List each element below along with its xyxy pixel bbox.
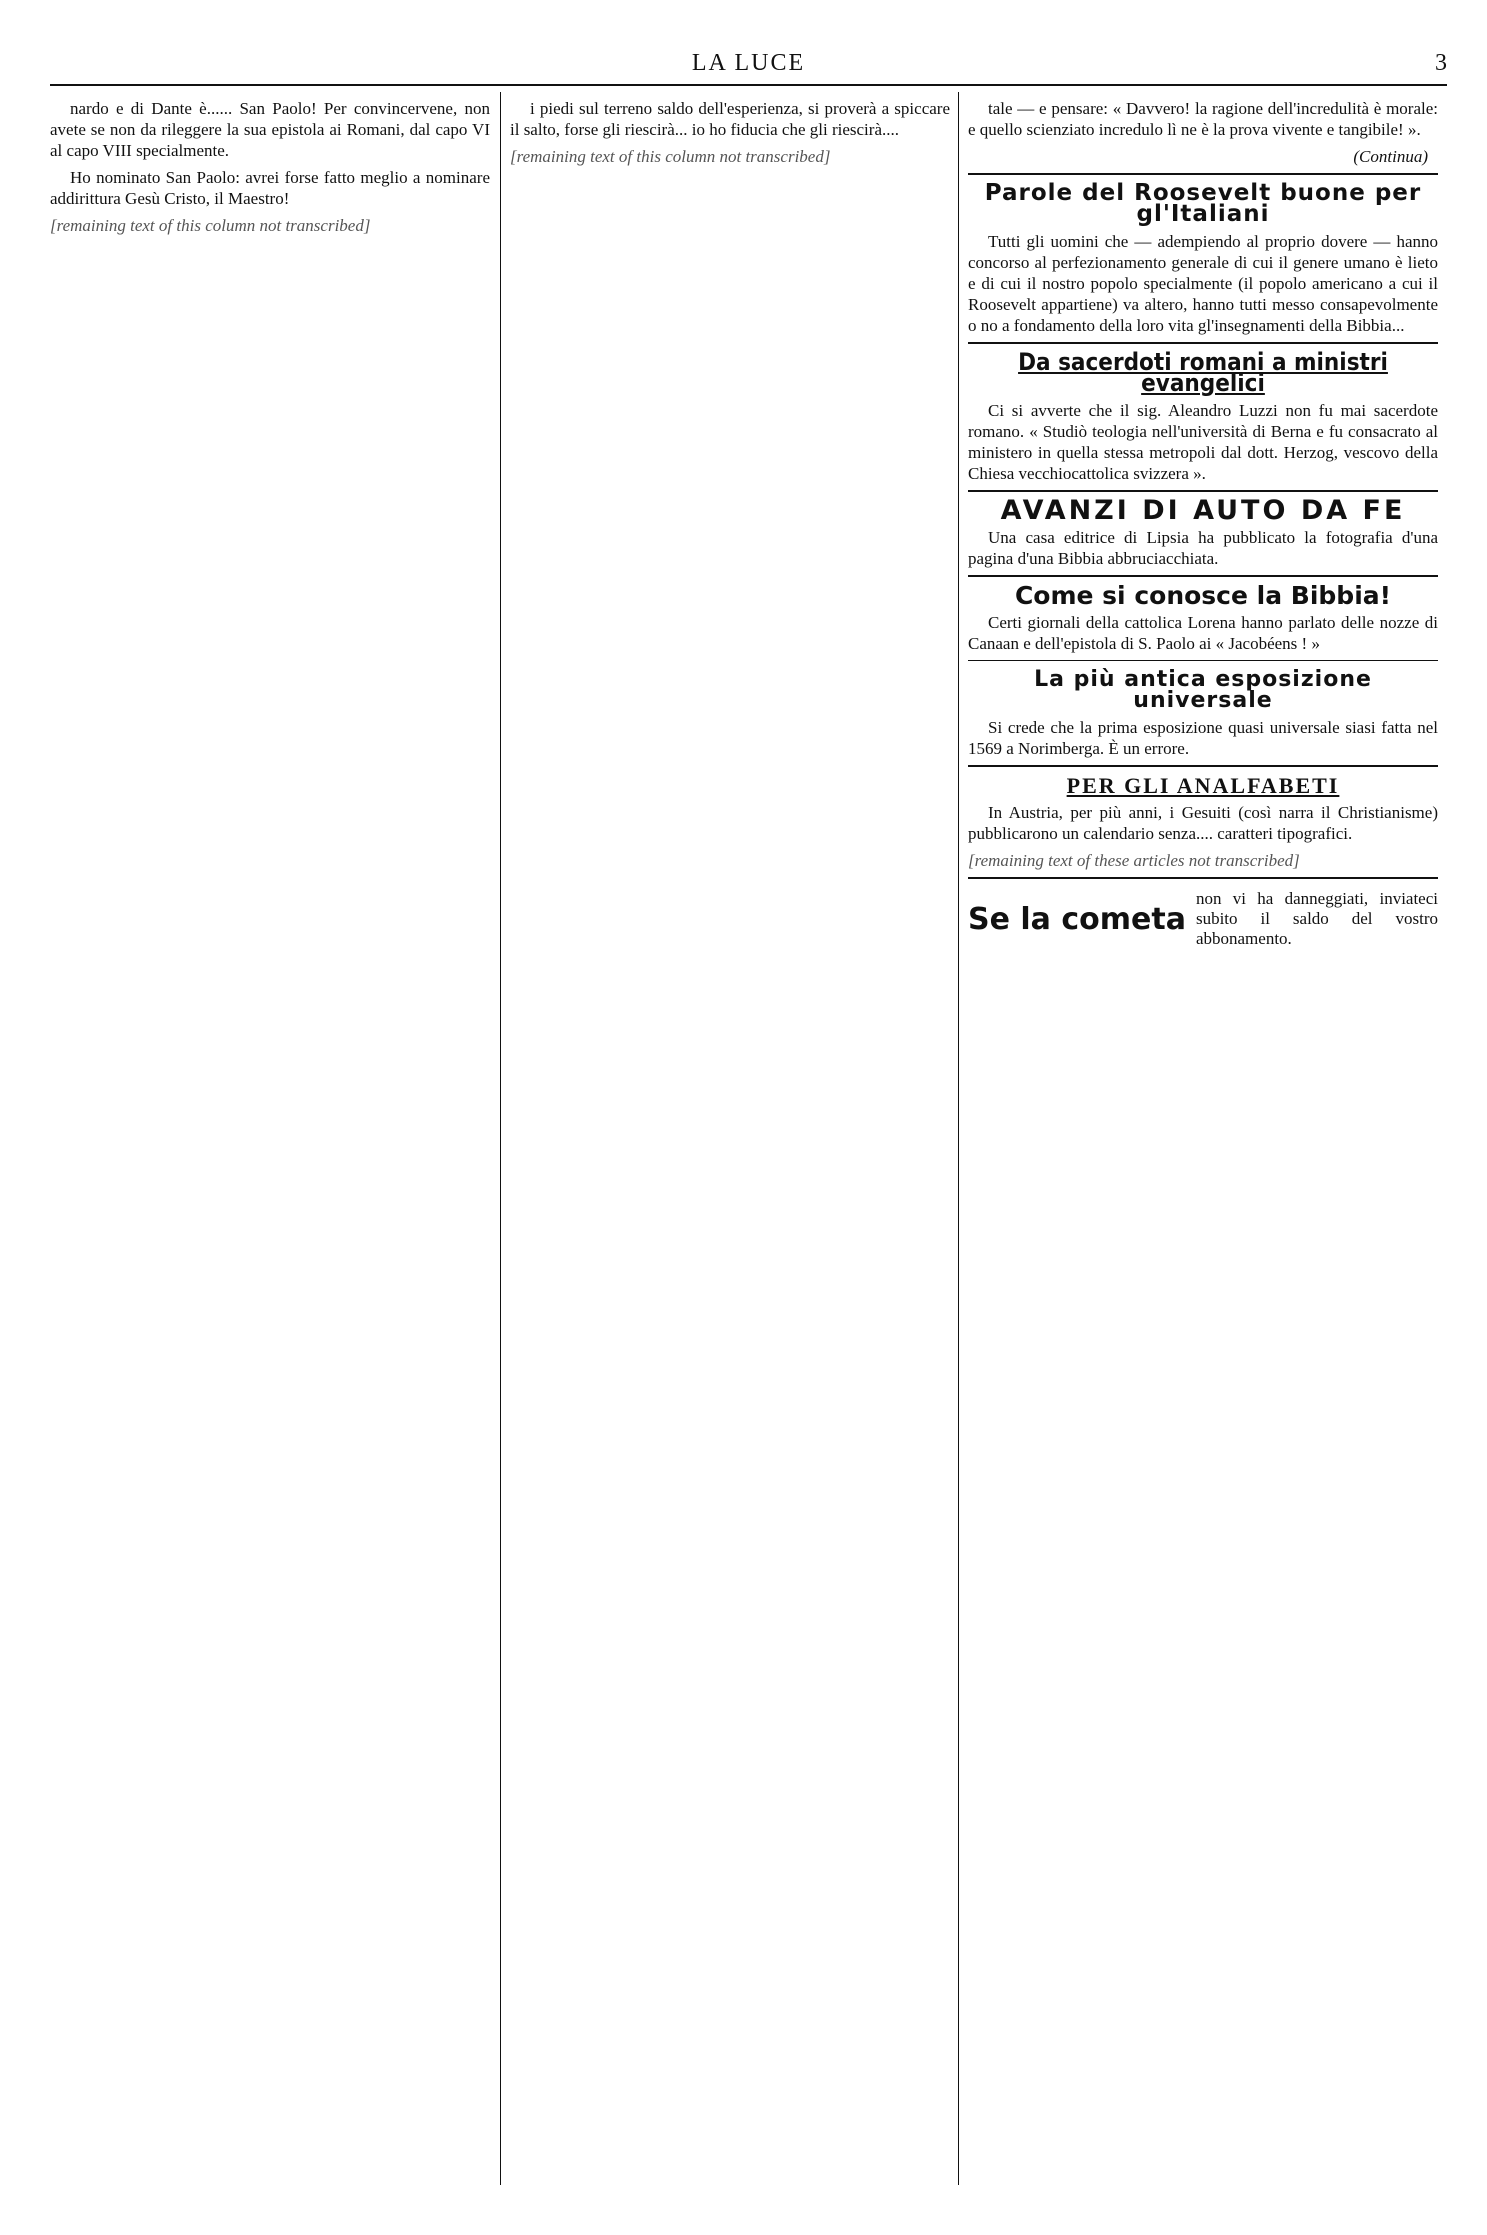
omitted-text-note: [remaining text of these articles not transcribed] (968, 851, 1300, 870)
section-divider (968, 575, 1438, 577)
paragraph: Ho nominato San Paolo: avrei forse fatto meglio a nominare addirittura Gesù Cristo, il Maestro! (50, 168, 490, 208)
continued-marker: (Continua) (1353, 147, 1428, 166)
paragraph: nardo e di Dante è...... San Paolo! Per convincervene, non avete se non da rileggere la sua epistola ai Romani, dal capo VI al capo VIII specialmente. (50, 99, 490, 160)
section-divider (968, 877, 1438, 879)
masthead (50, 50, 1447, 86)
omitted-text-note: [remaining text of this column not transcribed] (510, 147, 831, 166)
paragraph: tale — e pensare: « Davvero! la ragione dell'incredulità è morale: e quello scienziato incredulo lì ne è la prova vivente e tangibile! ». (968, 99, 1438, 139)
section-divider (968, 490, 1438, 492)
column-1 (50, 98, 490, 2185)
paragraph: Ci si avverte che il sig. Aleandro Luzzi non fu mai sacerdote romano. « Studiò teologia nell'università di Berna e fu consacrato al ministero in quella stessa metropoli dal dott. Herzog, vescovo della Chiesa vecchiocattolica svizzera ». (968, 401, 1438, 483)
paragraph: i piedi sul terreno saldo dell'esperienza, si proverà a spiccare il salto, forse gli riescirà... io ho fiducia che gli riescirà.... (510, 99, 950, 139)
article-title-analfabeti: PER GLI ANALFABETI (1066, 773, 1340, 798)
paragraph: Una casa editrice di Lipsia ha pubblicato la fotografia d'una pagina d'una Bibbia abbruciacchiata. (968, 528, 1438, 568)
paragraph: Certi giornali della cattolica Lorena hanno parlato delle nozze di Canaan e dell'epistola di S. Paolo ai « Jacobéens ! » (968, 613, 1438, 653)
article-title-bibbia: Come si conosce la Bibbia! (1014, 581, 1392, 610)
column-divider (500, 92, 501, 2185)
page-number: 3 (1435, 50, 1447, 76)
column-3 (968, 98, 1438, 2185)
article-title-roosevelt: Parole del Roosevelt buone per gl'Italiani (984, 180, 1422, 227)
article-title-sacerdoti: Da sacerdoti romani a ministri evangelici (1018, 348, 1388, 397)
column-2 (510, 98, 950, 2185)
paragraph: Si crede che la prima esposizione quasi universale siasi fatta nel 1569 a Norimberga. È un errore. (968, 718, 1438, 758)
column-divider (958, 92, 959, 2185)
paragraph: Tutti gli uomini che — adempiendo al proprio dovere — hanno concorso al perfezionamento generale di cui il genere umano è lieto e di cui il nostro popolo specialmente (il popolo americano a cui il Roosevelt appartiene) va altero, hanno tutti messo consapevolmente o no a fondamento della loro vita gl'insegnamenti della Bibbia... (968, 232, 1438, 335)
cometa-headline: Se la cometa (968, 901, 1186, 937)
cometa-notice (968, 889, 1438, 949)
section-divider (968, 173, 1438, 175)
article-title-esposizione: La più antica esposizione universale (1034, 667, 1372, 713)
cometa-text: non vi ha danneggiati, inviateci subito il saldo del vostro abbonamento. (1195, 889, 1438, 948)
section-divider (968, 342, 1438, 344)
section-divider (968, 660, 1438, 661)
newspaper-title: LA LUCE (691, 50, 806, 76)
article-title-avanzi: AVANZI DI AUTO DA FE (1000, 495, 1406, 526)
omitted-text-note: [remaining text of this column not transcribed] (50, 216, 371, 235)
section-divider (968, 765, 1438, 767)
paragraph: In Austria, per più anni, i Gesuiti (così narra il Christianisme) pubblicarono un calendario senza.... caratteri tipografici. (968, 803, 1438, 843)
